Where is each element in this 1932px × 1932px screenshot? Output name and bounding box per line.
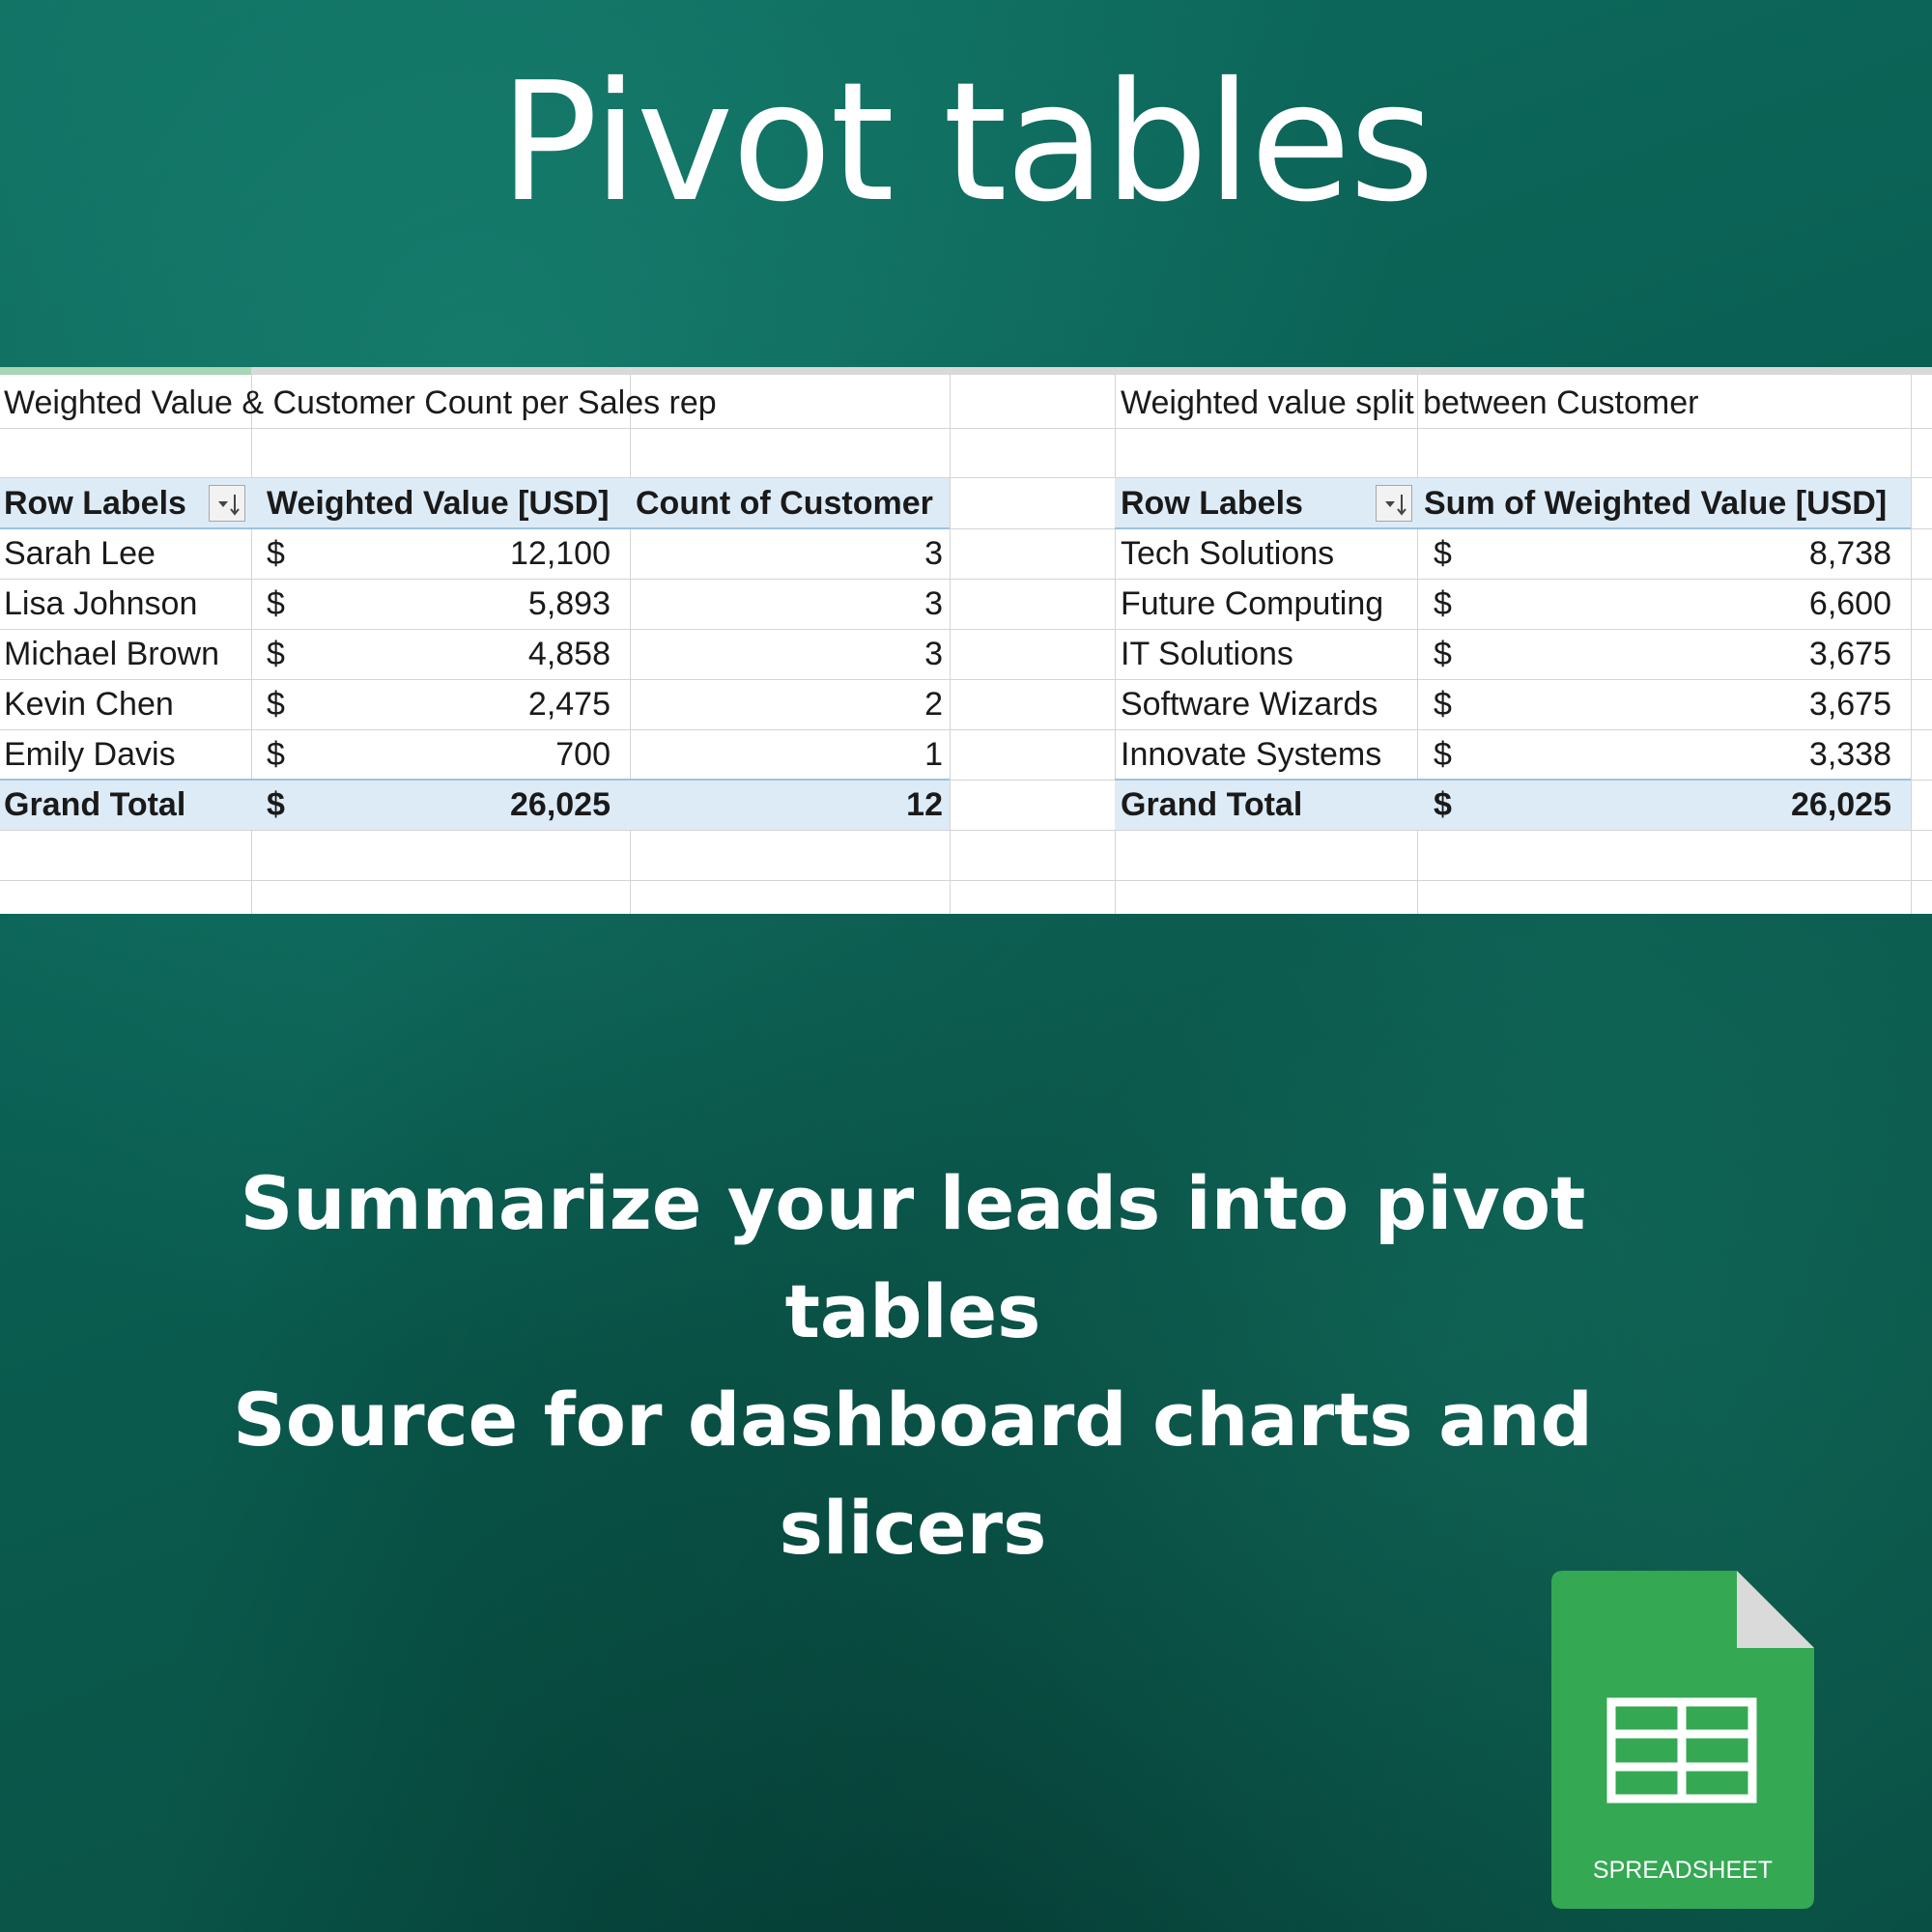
right-row-currency: $ [1434,736,1452,773]
right-total-currency: $ [1434,786,1452,823]
sort-descending-icon [1377,486,1413,523]
right-row-label: Software Wizards [1121,686,1378,723]
right-row-value: 3,338 [1808,736,1891,773]
left-row-label: Kevin Chen [4,686,174,723]
sort-descending-icon [210,486,246,523]
left-row-value: 12,100 [510,535,611,572]
right-row-value: 3,675 [1808,686,1891,723]
left-row-currency: $ [267,636,285,672]
right-row-currency: $ [1434,636,1452,672]
left-header-weighted-value: Weighted Value [USD] [267,485,610,522]
left-row-value: 5,893 [527,585,611,622]
file-icon-label: SPREADSHEET [1592,1857,1774,1884]
left-header-count: Count of Customer [636,485,933,522]
spreadsheet-screenshot [0,367,1932,914]
left-row-label: Lisa Johnson [4,585,198,622]
right-header-sum: Sum of Weighted Value [USD] [1424,485,1888,522]
right-total-label: Grand Total [1121,786,1303,823]
left-row-label: Sarah Lee [4,535,156,572]
left-sort-filter-button[interactable] [209,485,245,522]
right-header-row-labels: Row Labels [1121,485,1303,522]
left-row-currency: $ [267,686,285,723]
left-row-value: 2,475 [527,686,611,723]
right-row-label: Tech Solutions [1121,535,1335,572]
left-row-count: 2 [924,686,943,723]
right-sort-filter-button[interactable] [1376,485,1412,522]
left-total-currency: $ [267,786,285,823]
left-row-label: Emily Davis [4,736,176,773]
left-row-count: 1 [924,736,943,773]
left-row-count: 3 [924,535,943,572]
right-row-label: Innovate Systems [1121,736,1382,773]
left-row-currency: $ [267,736,285,773]
right-row-currency: $ [1434,585,1452,622]
left-total-count: 12 [906,786,943,823]
right-row-label: Future Computing [1121,585,1384,622]
left-row-label: Michael Brown [4,636,219,672]
tagline-line: tables [784,1268,1041,1354]
right-row-currency: $ [1434,686,1452,723]
left-row-currency: $ [267,585,285,622]
tagline-line: slicers [779,1485,1047,1571]
left-total-value: 26,025 [510,786,611,823]
selected-column-indicator [0,367,251,375]
left-row-count: 3 [924,636,943,672]
right-row-value: 8,738 [1808,535,1891,572]
tagline [232,1150,1594,1582]
left-row-currency: $ [267,535,285,572]
left-row-count: 3 [924,585,943,622]
right-total-value: 26,025 [1791,786,1891,823]
page-title: Pivot tables [498,47,1434,239]
left-row-value: 4,858 [527,636,611,672]
right-row-value: 6,600 [1808,585,1891,622]
tagline-line: Source for dashboard charts and [233,1377,1593,1463]
right-table-caption: Weighted value split between Customer [1121,384,1699,421]
left-row-value: 700 [555,736,611,773]
right-row-value: 3,675 [1808,636,1891,672]
column-header-bar [0,367,1932,375]
left-header-row-labels: Row Labels [4,485,186,522]
right-row-label: IT Solutions [1121,636,1293,672]
tagline-line: Summarize your leads into pivot [240,1160,1586,1246]
right-row-currency: $ [1434,535,1452,572]
left-table-caption: Weighted Value & Customer Count per Sales rep [4,384,717,421]
left-total-label: Grand Total [4,786,186,823]
